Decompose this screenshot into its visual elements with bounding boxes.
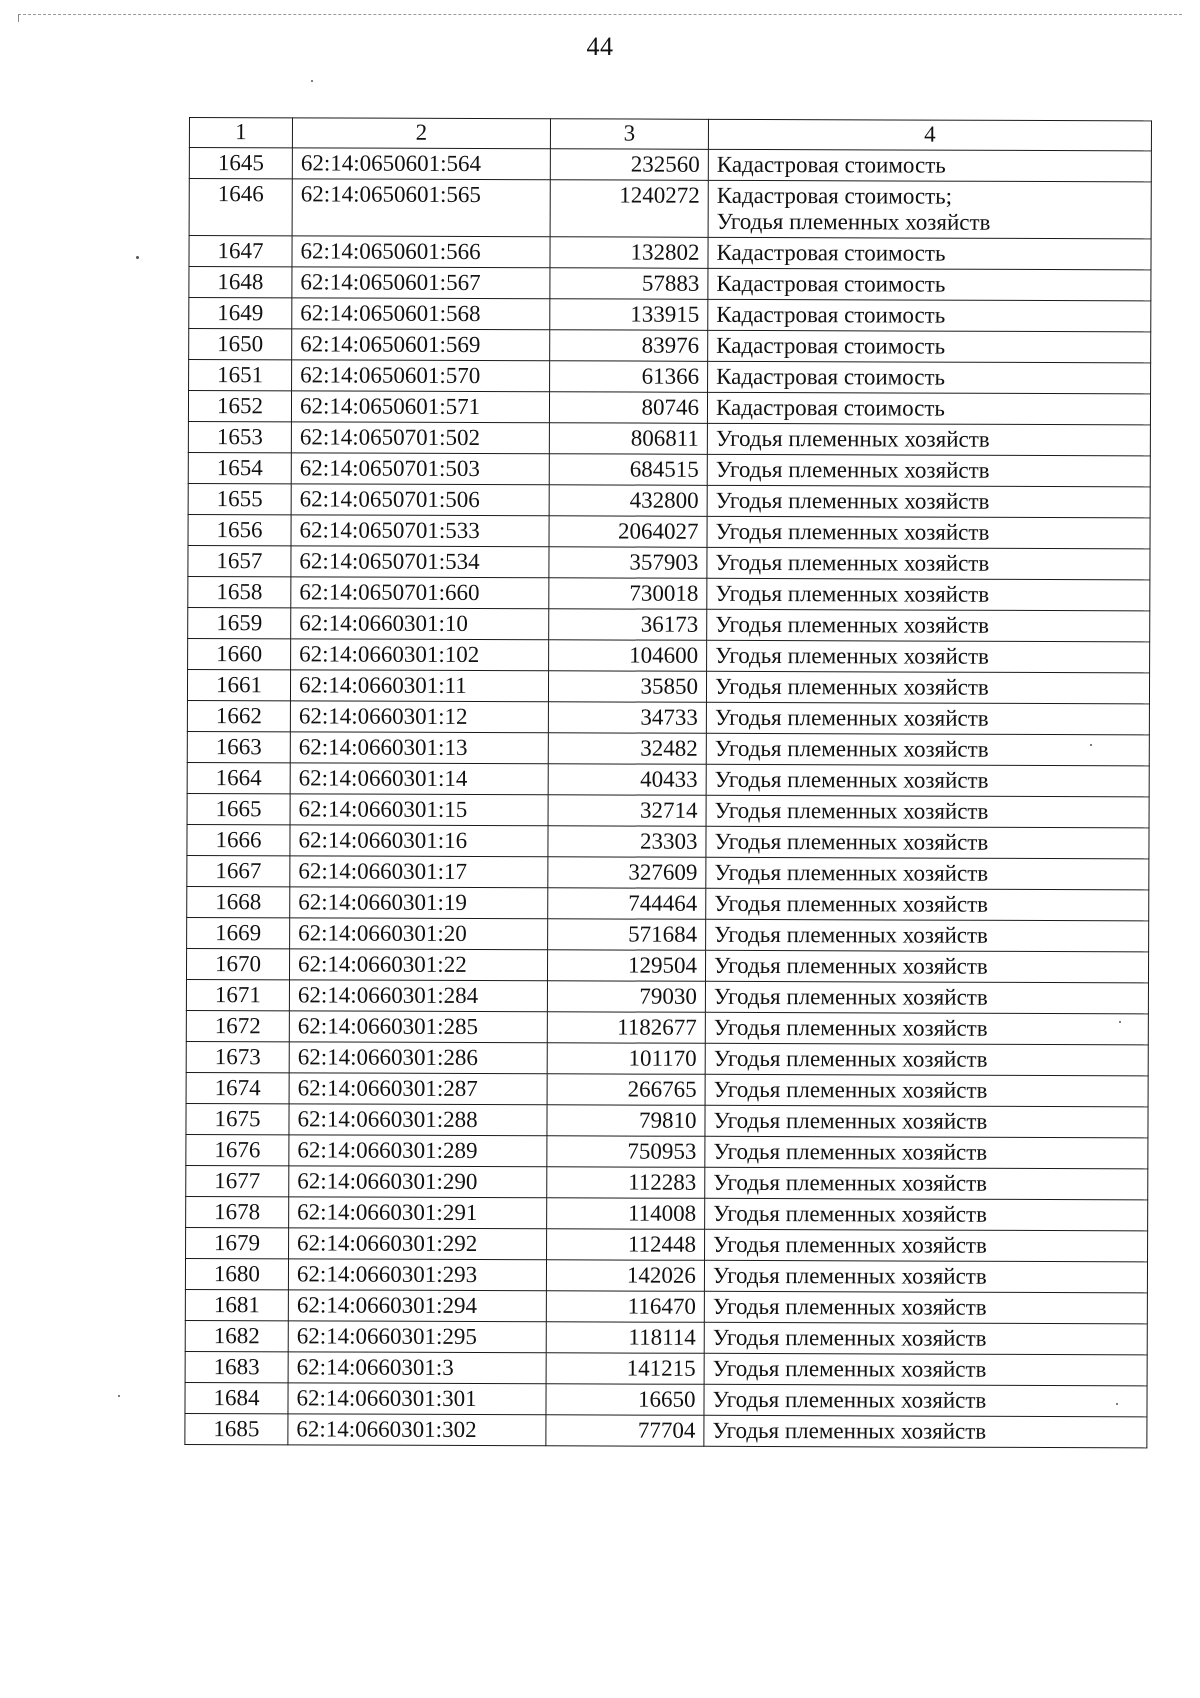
description-line: Кадастровая стоимость xyxy=(716,332,946,359)
description-line: Угодья племенных хозяйств xyxy=(714,921,988,948)
row-number-cell: 1673 xyxy=(186,1041,289,1072)
table-row xyxy=(189,148,1151,182)
row-number-cell: 1685 xyxy=(185,1413,288,1444)
scan-speck xyxy=(136,256,139,259)
cadastral-number-cell: 62:14:0650601:567 xyxy=(292,267,550,299)
area-cell: 1182677 xyxy=(547,1012,705,1044)
cadastral-table xyxy=(184,117,1152,1448)
area-cell: 571684 xyxy=(548,919,706,951)
area-cell: 806811 xyxy=(549,423,707,455)
area-cell: 132802 xyxy=(550,237,708,269)
description-line: Угодья племенных хозяйств xyxy=(712,1293,987,1320)
area-cell: 34733 xyxy=(548,702,706,734)
row-number-cell: 1677 xyxy=(186,1165,289,1196)
area-cell: 36173 xyxy=(549,609,707,641)
table-row xyxy=(186,979,1148,1013)
area-cell: 80746 xyxy=(549,392,707,424)
area-cell: 432800 xyxy=(549,485,707,517)
row-number-cell: 1656 xyxy=(188,514,291,545)
area-cell: 104600 xyxy=(549,640,707,672)
row-number-cell: 1678 xyxy=(186,1196,289,1227)
row-number-cell: 1662 xyxy=(187,700,290,731)
area-cell: 112283 xyxy=(547,1167,705,1199)
row-number-cell: 1655 xyxy=(188,483,291,514)
description-line: Угодья племенных хозяйств xyxy=(715,549,990,576)
scan-edge-corner xyxy=(18,14,19,22)
description-cell xyxy=(706,857,1149,890)
area-cell: 112448 xyxy=(547,1229,705,1261)
description-cell xyxy=(706,702,1149,735)
header-col-2: 2 xyxy=(292,118,550,149)
cadastral-number-cell: 62:14:0650701:534 xyxy=(291,546,549,578)
description-cell xyxy=(708,237,1151,270)
table-row xyxy=(188,638,1150,672)
cadastral-number-cell: 62:14:0660301:295 xyxy=(288,1321,546,1353)
cadastral-number-cell: 62:14:0660301:19 xyxy=(290,887,548,919)
description-line: Угодья племенных хозяйств xyxy=(712,1355,987,1382)
row-number-cell: 1658 xyxy=(188,576,291,607)
description-cell xyxy=(706,919,1149,952)
table-row xyxy=(186,1196,1148,1230)
area-cell: 32482 xyxy=(548,733,706,765)
table-row xyxy=(186,1165,1148,1199)
area-cell: 357903 xyxy=(549,547,707,579)
description-line: Угодья племенных хозяйств xyxy=(715,611,990,638)
area-cell: 114008 xyxy=(547,1198,705,1230)
table-row xyxy=(186,1010,1148,1044)
description-cell xyxy=(705,1229,1148,1262)
area-cell: 266765 xyxy=(547,1074,705,1106)
cadastral-number-cell: 62:14:0650701:502 xyxy=(291,422,549,454)
description-cell xyxy=(705,950,1148,983)
table-row xyxy=(188,421,1150,455)
description-line: Угодья племенных хозяйств xyxy=(712,1262,987,1289)
area-cell: 32714 xyxy=(548,795,706,827)
cadastral-number-cell: 62:14:0660301:16 xyxy=(290,825,548,857)
cadastral-number-cell: 62:14:0660301:290 xyxy=(289,1166,547,1198)
area-cell: 116470 xyxy=(546,1291,704,1323)
description-cell xyxy=(707,485,1150,518)
table-row xyxy=(185,1320,1147,1354)
area-cell: 744464 xyxy=(548,888,706,920)
table-row xyxy=(187,762,1149,796)
table-row xyxy=(185,1258,1147,1292)
table-body xyxy=(185,148,1152,1448)
area-cell: 327609 xyxy=(548,857,706,889)
area-cell: 129504 xyxy=(547,950,705,982)
description-line: Угодья племенных хозяйств xyxy=(713,1138,988,1165)
row-number-cell: 1645 xyxy=(189,148,292,179)
row-number-cell: 1669 xyxy=(187,917,290,948)
row-number-cell: 1650 xyxy=(189,329,292,360)
cadastral-number-cell: 62:14:0660301:10 xyxy=(291,608,549,640)
table-row xyxy=(189,236,1151,270)
cadastral-number-cell: 62:14:0660301:294 xyxy=(288,1290,546,1322)
description-line: Угодья племенных хозяйств xyxy=(713,983,988,1010)
row-number-cell: 1652 xyxy=(188,391,291,422)
cadastral-number-cell: 62:14:0660301:293 xyxy=(288,1259,546,1291)
scan-edge-line xyxy=(18,14,1182,15)
area-cell: 2064027 xyxy=(549,516,707,548)
description-line: Кадастровая стоимость xyxy=(715,394,945,421)
table-row xyxy=(188,607,1150,641)
description-line: Угодья племенных хозяйств xyxy=(713,1107,988,1134)
cadastral-number-cell: 62:14:0660301:302 xyxy=(288,1414,546,1446)
table-row xyxy=(188,452,1150,486)
description-line: Угодья племенных хозяйств xyxy=(712,1417,987,1444)
description-line: Угодья племенных хозяйств xyxy=(712,1324,987,1351)
row-number-cell: 1657 xyxy=(188,545,291,576)
description-cell xyxy=(707,392,1150,425)
cadastral-number-cell: 62:14:0650601:565 xyxy=(292,179,550,237)
description-cell xyxy=(706,888,1149,921)
scan-speck xyxy=(1090,744,1092,746)
description-cell xyxy=(706,733,1149,766)
description-line: Угодья племенных хозяйств xyxy=(712,1386,987,1413)
table-row xyxy=(188,483,1150,517)
cadastral-number-cell: 62:14:0660301:22 xyxy=(289,949,547,981)
row-number-cell: 1665 xyxy=(187,793,290,824)
row-number-cell: 1666 xyxy=(187,824,290,855)
table-row xyxy=(186,1072,1148,1106)
cadastral-number-cell: 62:14:0660301:3 xyxy=(288,1352,546,1384)
description-cell xyxy=(704,1384,1147,1417)
cadastral-number-cell: 62:14:0650601:564 xyxy=(292,148,550,180)
cadastral-number-cell: 62:14:0650601:568 xyxy=(292,298,550,330)
row-number-cell: 1648 xyxy=(189,267,292,298)
scan-speck xyxy=(311,80,313,82)
cadastral-number-cell: 62:14:0650601:566 xyxy=(292,236,550,268)
description-cell xyxy=(707,547,1150,580)
area-cell: 750953 xyxy=(547,1136,705,1168)
scan-speck xyxy=(1116,1403,1118,1405)
description-line: Угодья племенных хозяйств xyxy=(713,1014,988,1041)
description-cell xyxy=(706,826,1149,859)
description-line: Угодья племенных хозяйств xyxy=(715,642,989,669)
table-row xyxy=(187,886,1149,920)
area-cell: 16650 xyxy=(546,1384,704,1416)
cadastral-number-cell: 62:14:0660301:17 xyxy=(290,856,548,888)
description-cell xyxy=(707,516,1150,549)
description-line: Угодья племенных хозяйств xyxy=(715,487,990,514)
description-line: Кадастровая стоимость; xyxy=(716,182,953,209)
table-row xyxy=(188,391,1150,425)
description-line: Угодья племенных хозяйств xyxy=(715,425,990,452)
description-cell xyxy=(708,149,1151,182)
table-row xyxy=(189,329,1151,363)
cadastral-number-cell: 62:14:0650701:506 xyxy=(291,484,549,516)
table-row xyxy=(187,855,1149,889)
area-cell: 35850 xyxy=(548,671,706,703)
cadastral-number-cell: 62:14:0660301:285 xyxy=(289,1011,547,1043)
table-row xyxy=(187,700,1149,734)
description-cell xyxy=(704,1260,1147,1293)
table-row xyxy=(187,731,1149,765)
row-number-cell: 1680 xyxy=(185,1258,288,1289)
description-line: Угодья племенных хозяйств xyxy=(714,890,989,917)
description-line: Угодья племенных хозяйств xyxy=(716,208,991,235)
description-cell xyxy=(704,1291,1147,1324)
description-cell xyxy=(704,1322,1147,1355)
description-cell xyxy=(704,1415,1147,1448)
area-cell: 77704 xyxy=(546,1415,704,1447)
row-number-cell: 1679 xyxy=(186,1227,289,1258)
description-cell xyxy=(706,764,1149,797)
area-cell: 79810 xyxy=(547,1105,705,1137)
description-line: Кадастровая стоимость xyxy=(716,301,946,328)
area-cell: 23303 xyxy=(548,826,706,858)
row-number-cell: 1682 xyxy=(185,1320,288,1351)
area-cell: 684515 xyxy=(549,454,707,486)
row-number-cell: 1672 xyxy=(186,1010,289,1041)
description-line: Кадастровая стоимость xyxy=(716,239,946,266)
description-line: Кадастровая стоимость xyxy=(716,363,946,390)
description-cell xyxy=(706,795,1149,828)
table-row xyxy=(187,917,1149,951)
area-cell: 61366 xyxy=(550,361,708,393)
header-col-4: 4 xyxy=(708,119,1151,151)
table-header-row xyxy=(189,118,1151,151)
description-cell xyxy=(705,1167,1148,1200)
row-number-cell: 1676 xyxy=(186,1134,289,1165)
description-line: Угодья племенных хозяйств xyxy=(713,1200,987,1227)
table-row xyxy=(188,514,1150,548)
area-cell: 232560 xyxy=(550,149,708,181)
table-row xyxy=(185,1289,1147,1323)
table-row xyxy=(187,824,1149,858)
cadastral-number-cell: 62:14:0650601:570 xyxy=(292,360,550,392)
description-line: Угодья племенных хозяйств xyxy=(713,1076,988,1103)
row-number-cell: 1654 xyxy=(188,452,291,483)
description-line: Угодья племенных хозяйств xyxy=(713,1169,988,1196)
description-cell xyxy=(705,1105,1148,1138)
cadastral-number-cell: 62:14:0650601:571 xyxy=(291,391,549,423)
cadastral-number-cell: 62:14:0660301:289 xyxy=(289,1135,547,1167)
description-cell xyxy=(707,609,1150,642)
row-number-cell: 1667 xyxy=(187,855,290,886)
description-cell xyxy=(708,268,1151,301)
description-line: Угодья племенных хозяйств xyxy=(715,456,990,483)
cadastral-number-cell: 62:14:0660301:287 xyxy=(289,1073,547,1105)
row-number-cell: 1663 xyxy=(187,731,290,762)
table-row xyxy=(186,1227,1148,1261)
description-line: Угодья племенных хозяйств xyxy=(715,518,990,545)
description-line: Угодья племенных хозяйств xyxy=(714,766,989,793)
area-cell: 118114 xyxy=(546,1322,704,1354)
area-cell: 141215 xyxy=(546,1353,704,1385)
header-col-1: 1 xyxy=(189,118,292,148)
description-line: Угодья племенных хозяйств xyxy=(713,952,988,979)
area-cell: 1240272 xyxy=(550,180,708,238)
area-cell: 40433 xyxy=(548,764,706,796)
row-number-cell: 1684 xyxy=(185,1382,288,1413)
cadastral-number-cell: 62:14:0660301:301 xyxy=(288,1383,546,1415)
cadastral-number-cell: 62:14:0660301:12 xyxy=(290,701,548,733)
description-cell xyxy=(705,1043,1148,1076)
description-line: Угодья племенных хозяйств xyxy=(714,704,989,731)
cadastral-number-cell: 62:14:0650701:533 xyxy=(291,515,549,547)
cadastral-number-cell: 62:14:0660301:15 xyxy=(290,794,548,826)
row-number-cell: 1653 xyxy=(188,421,291,452)
page-number: 44 xyxy=(586,32,614,61)
table-row xyxy=(189,298,1151,332)
cadastral-number-cell: 62:14:0660301:292 xyxy=(289,1228,547,1260)
table-row xyxy=(188,576,1150,610)
description-line: Угодья племенных хозяйств xyxy=(714,735,989,762)
table-row xyxy=(186,1103,1148,1137)
area-cell: 79030 xyxy=(547,981,705,1013)
table-row xyxy=(186,1134,1148,1168)
table-row xyxy=(187,793,1149,827)
description-line: Кадастровая стоимость xyxy=(716,151,946,178)
description-line: Угодья племенных хозяйств xyxy=(714,797,989,824)
description-cell xyxy=(708,361,1151,394)
row-number-cell: 1664 xyxy=(187,762,290,793)
description-cell xyxy=(705,1074,1148,1107)
cadastral-number-cell: 62:14:0660301:288 xyxy=(289,1104,547,1136)
cadastral-number-cell: 62:14:0650701:503 xyxy=(291,453,549,485)
area-cell: 730018 xyxy=(549,578,707,610)
description-cell xyxy=(707,578,1150,611)
description-line: Кадастровая стоимость xyxy=(716,270,946,297)
description-line: Угодья племенных хозяйств xyxy=(714,828,989,855)
cadastral-number-cell: 62:14:0660301:291 xyxy=(289,1197,547,1229)
row-number-cell: 1659 xyxy=(188,607,291,638)
table-row xyxy=(187,669,1149,703)
description-cell xyxy=(705,1012,1148,1045)
description-cell xyxy=(705,1198,1148,1231)
table-row xyxy=(189,360,1151,394)
cadastral-number-cell: 62:14:0650701:660 xyxy=(291,577,549,609)
scan-speck xyxy=(1119,1021,1121,1023)
cadastral-number-cell: 62:14:0660301:14 xyxy=(290,763,548,795)
row-number-cell: 1668 xyxy=(187,886,290,917)
table-row xyxy=(186,1041,1148,1075)
description-line: Угодья племенных хозяйств xyxy=(714,673,989,700)
scan-speck xyxy=(118,1395,120,1397)
cadastral-number-cell: 62:14:0660301:286 xyxy=(289,1042,547,1074)
row-number-cell: 1647 xyxy=(189,236,292,267)
description-cell xyxy=(707,454,1150,487)
description-line: Угодья племенных хозяйств xyxy=(714,859,989,886)
description-cell xyxy=(708,180,1151,239)
description-cell xyxy=(708,330,1151,363)
description-cell xyxy=(704,1353,1147,1386)
area-cell: 101170 xyxy=(547,1043,705,1075)
cadastral-number-cell: 62:14:0660301:20 xyxy=(290,918,548,950)
table-row xyxy=(185,1413,1147,1447)
table-row xyxy=(185,1382,1147,1416)
description-cell xyxy=(706,671,1149,704)
description-cell xyxy=(707,640,1150,673)
table-row xyxy=(186,948,1148,982)
row-number-cell: 1649 xyxy=(189,298,292,329)
row-number-cell: 1675 xyxy=(186,1103,289,1134)
description-cell xyxy=(705,981,1148,1014)
cadastral-number-cell: 62:14:0660301:102 xyxy=(291,639,549,671)
area-cell: 83976 xyxy=(550,330,708,362)
description-cell xyxy=(707,423,1150,456)
description-line: Угодья племенных хозяйств xyxy=(713,1045,988,1072)
cadastral-number-cell: 62:14:0660301:284 xyxy=(289,980,547,1012)
description-cell xyxy=(705,1136,1148,1169)
row-number-cell: 1661 xyxy=(187,669,290,700)
table-row xyxy=(188,545,1150,579)
table-row xyxy=(185,1351,1147,1385)
description-line: Угодья племенных хозяйств xyxy=(713,1231,987,1258)
cadastral-number-cell: 62:14:0660301:13 xyxy=(290,732,548,764)
row-number-cell: 1651 xyxy=(189,360,292,391)
row-number-cell: 1646 xyxy=(189,179,292,236)
area-cell: 142026 xyxy=(546,1260,704,1292)
row-number-cell: 1674 xyxy=(186,1072,289,1103)
table-row xyxy=(189,267,1151,301)
row-number-cell: 1681 xyxy=(185,1289,288,1320)
row-number-cell: 1671 xyxy=(186,979,289,1010)
description-line: Угодья племенных хозяйств xyxy=(715,580,990,607)
cadastral-number-cell: 62:14:0660301:11 xyxy=(290,670,548,702)
description-cell xyxy=(708,299,1151,332)
area-cell: 133915 xyxy=(550,299,708,331)
area-cell: 57883 xyxy=(550,268,708,300)
row-number-cell: 1660 xyxy=(188,638,291,669)
cadastral-number-cell: 62:14:0650601:569 xyxy=(292,329,550,361)
row-number-cell: 1683 xyxy=(185,1351,288,1382)
table-row xyxy=(189,179,1151,239)
header-col-3: 3 xyxy=(550,119,708,150)
row-number-cell: 1670 xyxy=(186,948,289,979)
